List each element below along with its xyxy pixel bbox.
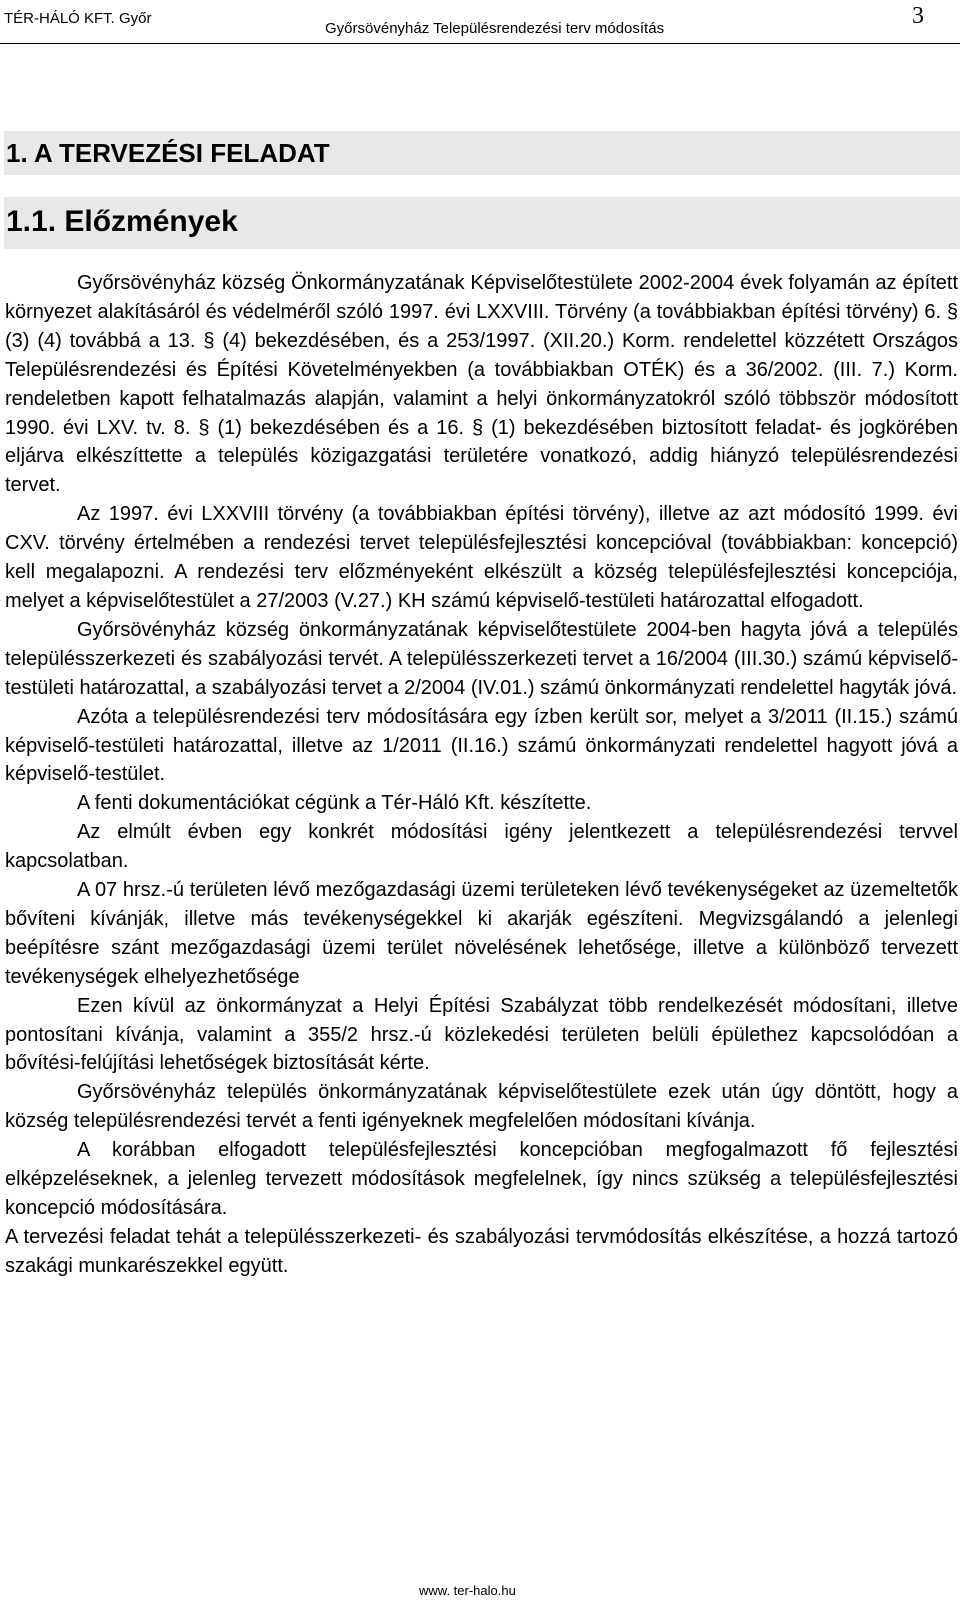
document-title: Győrsövényház Településrendezési terv módosítás bbox=[325, 20, 665, 37]
paragraph: Győrsövényház község Önkormányzatának Képviselőtestülete 2002-2004 évek folyamán az épített környezet alakításáról és védelméről szóló 1997. évi LXXVIII. Törvény (a továbbiakban építési törvény) 6. § (3) (4) továbbá a 13. § (4) bekezdésében, és a 253/1997. (XII.20.) Korm. rendelettel közzétett Országos Településrendezési és Építési Követelményekben (a továbbiakban OTÉK) és a 36/2002. (III. 7.) Korm. rendeletben kapott felhatalmazás alapján, valamint a helyi önkormányzatokról szóló többször módosított 1990. évi LXV. tv. 8. § (1) bekezdésében és a 16. § (1) bekezdésében biztosított feladat- és jogkörében eljárva elkészíttette a település közigazgatási területére vonatkozó, addig hiányzó településrendezési tervet. bbox=[5, 272, 958, 497]
paragraph: Győrsövényház település önkormányzatának képviselőtestülete ezek után úgy döntött, hogy a község településrendezési tervét a fenti igényeknek megfelelően módosítani kívánja. bbox=[5, 1081, 958, 1133]
paragraph: Győrsövényház község önkormányzatának képviselőtestülete 2004-ben hagyta jóvá a település településszerkezeti és szabályozási tervét. A településszerkezeti tervet a 16/2004 (III.30.) számú képviselő-testületi határozattal, a szabályozási tervet a 2/2004 (IV.01.) számú önkormányzati rendelettel hagyták jóvá. bbox=[5, 618, 958, 699]
header-divider bbox=[0, 43, 960, 44]
page-header bbox=[0, 0, 960, 46]
paragraph: A fenti dokumentációkat cégünk a Tér-Háló Kft. készítette. bbox=[77, 792, 592, 815]
paragraph: A tervezési feladat tehát a településszerkezeti- és szabályozási tervmódosítás elkészítése, a hozzá tartozó szakági munkarészekkel együtt. bbox=[5, 1225, 958, 1277]
paragraph: Az elmúlt évben egy konkrét módosítási igény jelentkezett a településrendezési tervvel kapcsolatban. bbox=[5, 821, 958, 873]
company-name: TÉR-HÁLÓ KFT. Győr bbox=[4, 10, 152, 27]
paragraph: A korábban elfogadott településfejlesztési koncepcióban megfogalmazott fő fejlesztési elképzeléseknek, a jelenleg tervezett módosítások megfelelnek, így nincs szükség a településfejlesztési koncepció módosítására. bbox=[5, 1139, 958, 1219]
body-text bbox=[5, 269, 958, 1281]
paragraph: Az 1997. évi LXXVIII törvény (a továbbiakban építési törvény), illetve az azt módosító 1999. évi CXV. törvény értelmében a rendezési tervet településfejlesztési koncepcióval (továbbiakban: koncepció) kell megalapozni. A rendezési terv előzményeként elkészült a község településfejlesztési koncepciója, melyet a képviselőtestület a 27/2003 (V.27.) KH számú képviselő-testületi határozattal elfogadott. bbox=[5, 503, 958, 612]
page-number: 3 bbox=[912, 3, 924, 29]
paragraph: Azóta a településrendezési terv módosítására egy ízben került sor, melyet a 3/2011 (II.15.) számú képviselő-testületi határozattal, illetve az 1/2011 (II.16.) számú önkormányzati rendelettel hagyott jóvá a képviselő-testület. bbox=[5, 705, 958, 786]
subsection-title: 1.1. Előzmények bbox=[4, 197, 960, 249]
section-title: 1. A TERVEZÉSI FELADAT bbox=[4, 131, 960, 175]
paragraph: A 07 hrsz.-ú területen lévő mezőgazdasági üzemi területeken lévő tevékenységeket az üzemeltetők bővíteni kívánják, illetve más tevékenységekkel ki akarják egészíteni. Megvizsgálandó a jelenlegi beépítésre szánt mezőgazdasági üzemi terület növelésének lehetősége, illetve a különböző tervezett tevékenységek elhelyezhetősége bbox=[5, 879, 958, 988]
paragraph: Ezen kívül az önkormányzat a Helyi Építési Szabályzat több rendelkezését módosítani, illetve pontosítani kívánja, valamint a 355/2 hrsz.-ú közlekedési területen belüli épülethez kapcsolódóan a bővítési-felújítási lehetőségek biztosítását kérte. bbox=[5, 994, 958, 1075]
footer-website: www. ter-halo.hu bbox=[419, 1583, 516, 1598]
